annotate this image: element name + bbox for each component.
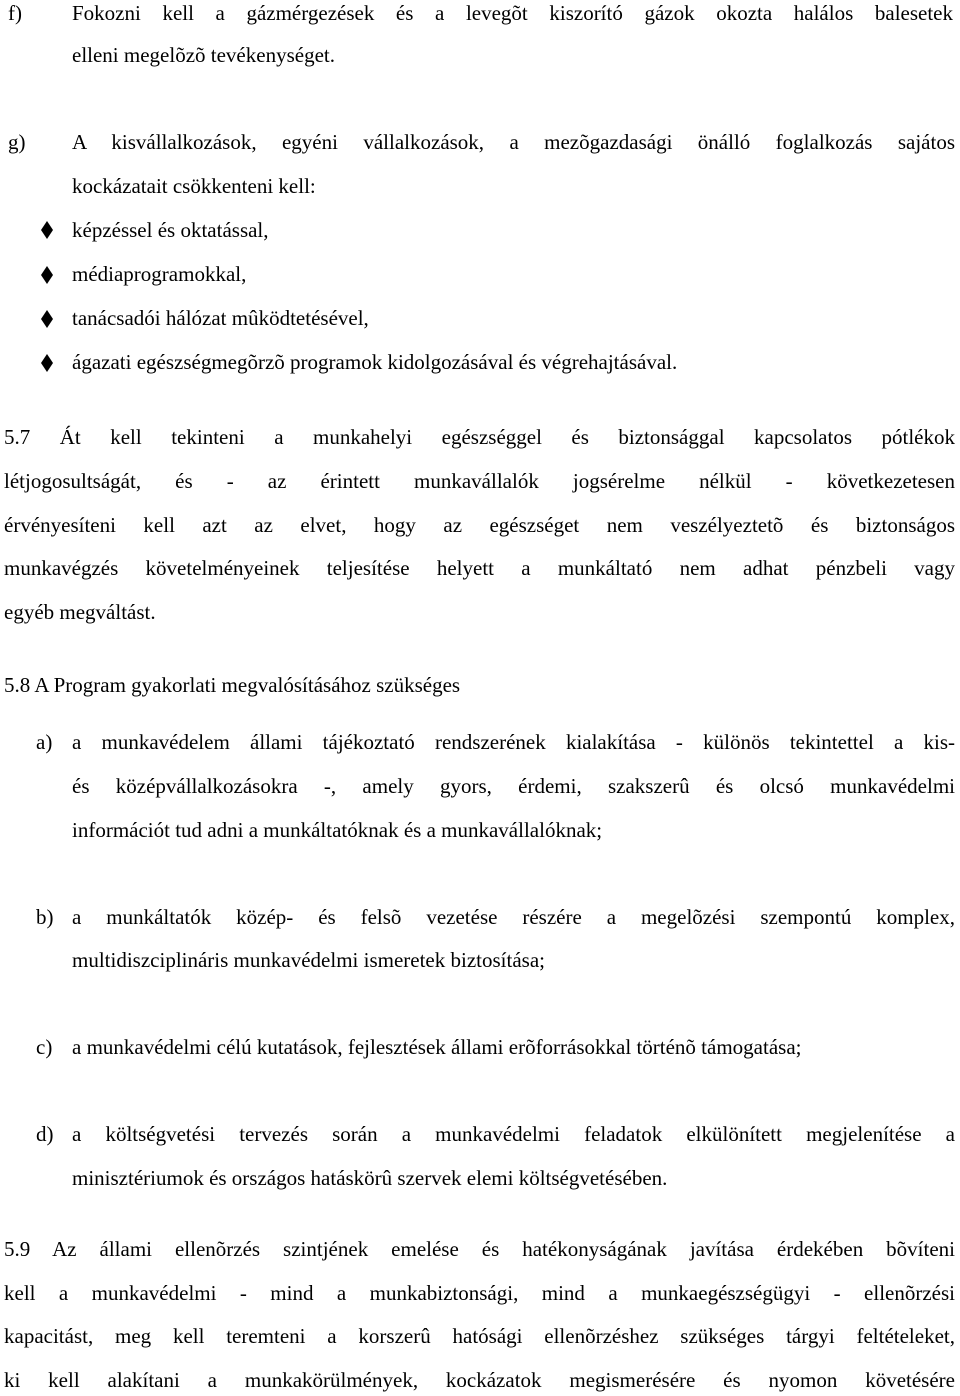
diamond-bullet-icon (40, 220, 54, 240)
item-g-line-1: A kisvállalkozások, egyéni vállalkozások, a mezõgazdasági önálló foglalkozás sajátos (72, 130, 955, 154)
section-5-7-line: egyéb megváltást. (4, 600, 156, 624)
item-a-label: a) (36, 730, 53, 754)
diamond-bullet-icon (40, 265, 54, 285)
item-b-label: b) (36, 905, 54, 929)
section-5-7-line: létjogosultságát, és - az érintett munkavállalók jogsérelme nélkül - következetesen (4, 469, 955, 493)
item-d-line: a költségvetési tervezés során a munkavédelmi feladatok elkülönített megjelenítése a (72, 1122, 955, 1146)
item-f-label: f) (8, 1, 22, 25)
item-a-line: a munkavédelem állami tájékoztató rendszerének kialakítása - különös tekintettel a kis- (72, 730, 955, 754)
diamond-bullet-icon (40, 309, 54, 329)
bullet-item: képzéssel és oktatással, (72, 218, 269, 242)
item-c-line: a munkavédelmi célú kutatások, fejlesztések állami erõforrásokkal történõ támogatása; (72, 1035, 802, 1059)
item-g-line-2: kockázatait csökkenteni kell: (72, 174, 316, 198)
section-5-7-line: érvényesíteni kell azt az elvet, hogy az egészséget nem veszélyeztetõ és biztonságos (4, 513, 955, 537)
section-5-9-line: 5.9 Az állami ellenõrzés szintjének emelése és hatékonyságának javítása érdekében bõvíteni (4, 1237, 955, 1261)
bullet-item: ágazati egészségmegõrzõ programok kidolgozásával és végrehajtásával. (72, 350, 678, 374)
section-5-9-line: kell a munkavédelmi - mind a munkabiztonsági, mind a munkaegészségügyi - ellenõrzési (4, 1281, 955, 1305)
bullet-item: médiaprogramokkal, (72, 262, 247, 286)
section-5-9-line: kapacitást, meg kell teremteni a korszerû hatósági ellenõrzéshez szükséges tárgyi feltételeket, (4, 1324, 955, 1348)
section-5-7-line: munkavégzés követelményeinek teljesítése helyett a munkáltató nem adhat pénzbeli vagy (4, 556, 955, 580)
item-a-line: információt tud adni a munkáltatóknak és a munkavállalóknak; (72, 818, 603, 842)
section-5-9-line: ki kell alakítani a munkakörülmények, kockázatok megismerésére és nyomon követésére (4, 1368, 955, 1392)
section-5-7-line: 5.7 Át kell tekinteni a munkahelyi egészséggel és biztonsággal kapcsolatos pótlékok (4, 425, 955, 449)
item-f-line-2: elleni megelõzõ tevékenységet. (72, 43, 335, 67)
diamond-bullet-icon (40, 353, 54, 373)
item-d-line: minisztériumok és országos hatáskörû szervek elemi költségvetésében. (72, 1166, 668, 1190)
item-g-label: g) (8, 130, 26, 154)
item-b-line: multidiszciplináris munkavédelmi ismeretek biztosítása; (72, 948, 545, 972)
item-f-line-1: Fokozni kell a gázmérgezések és a levegõt kiszorító gázok okozta halálos balesetek (72, 1, 953, 25)
item-c-label: c) (36, 1035, 53, 1059)
bullet-item: tanácsadói hálózat mûködtetésével, (72, 306, 369, 330)
item-b-line: a munkáltatók közép- és felsõ vezetése részére a megelõzési szempontú komplex, (72, 905, 955, 929)
item-d-label: d) (36, 1122, 54, 1146)
item-a-line: és középvállalkozásokra -, amely gyors, érdemi, szakszerû és olcsó munkavédelmi (72, 774, 955, 798)
section-5-8-heading: 5.8 A Program gyakorlati megvalósításához szükséges (4, 673, 461, 697)
